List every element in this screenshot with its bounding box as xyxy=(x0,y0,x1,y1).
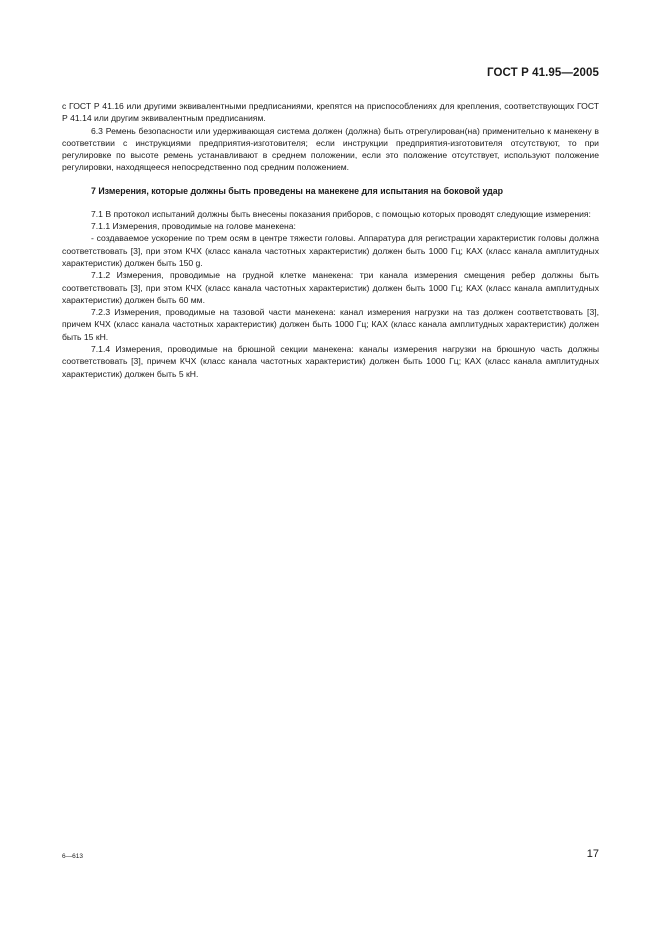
document-header: ГОСТ Р 41.95—2005 xyxy=(487,67,599,79)
paragraph-6-3: 6.3 Ремень безопасности или удерживающая система должен (должна) быть отрегулирован(на) применительно к манекену в соответствии с инструкциями предприятия-изготовителя; если инструкции предприятия-изготовителя отсутствуют, то при регулировке по высоте ремень устанавливают в среднем положении, если это положение отсутствует, используют положение регулировки, находящееся непосредственно под средним положением. xyxy=(62,125,599,173)
footer-print-code: 6—613 xyxy=(62,853,83,860)
paragraph-7-1-4: 7.1.4 Измерения, проводимые на брюшной секции манекена: каналы измерения нагрузки на брюшную часть должны соответствовать [3], причем КЧХ (класс канала частотных характеристик) должен быть 1000 Гц; КАХ (класс канала амплитудных характеристик) должен быть 5 кН. xyxy=(62,344,599,379)
paragraph-7-1-2: 7.1.2 Измерения, проводимые на грудной клетке манекена: три канала измерения смещения ребер должны быть соответствовать [3], при этом КЧХ (класс канала частотных характеристик) должен быть 1000 Гц; КАХ (класс канала амплитудных характеристик) должен быть 60 мм. xyxy=(62,270,599,305)
document-body xyxy=(62,100,599,380)
paragraph-continuation: с ГОСТ Р 41.16 или другими эквивалентными предписаниями, крепятся на приспособлениях для крепления, соответствующих ГОСТ Р 41.14 или другим эквивалентным предписаниям. xyxy=(62,101,599,124)
paragraph-7-1-1: 7.1.1 Измерения, проводимые на голове манекена: xyxy=(91,221,296,232)
page-number: 17 xyxy=(586,848,599,860)
paragraph-7-1-1-item: - создаваемое ускорение по трем осям в центре тяжести головы. Аппаратура для регистрации характеристик головы должна соответствовать [3], при этом КЧХ (класс канала частотных характеристик) должен быть 1000 Гц; КАХ (класс канала амплитудных характеристик) должен быть 150 g. xyxy=(62,233,599,268)
paragraph-7-2-3: 7.2.3 Измерения, проводимые на тазовой части манекена: канал измерения нагрузки на таз должен соответствовать [3], причем КЧХ (класс канала частотных характеристик) должен быть 1000 Гц; КАХ (класс канала амплитудных характеристик) должен быть 15 кН. xyxy=(62,307,599,342)
section-heading-7: 7 Измерения, которые должны быть проведены на манекене для испытания на боковой удар xyxy=(91,185,503,196)
paragraph-7-1: 7.1 В протокол испытаний должны быть внесены показания приборов, с помощью которых проводят следующие измерения: xyxy=(91,208,591,219)
